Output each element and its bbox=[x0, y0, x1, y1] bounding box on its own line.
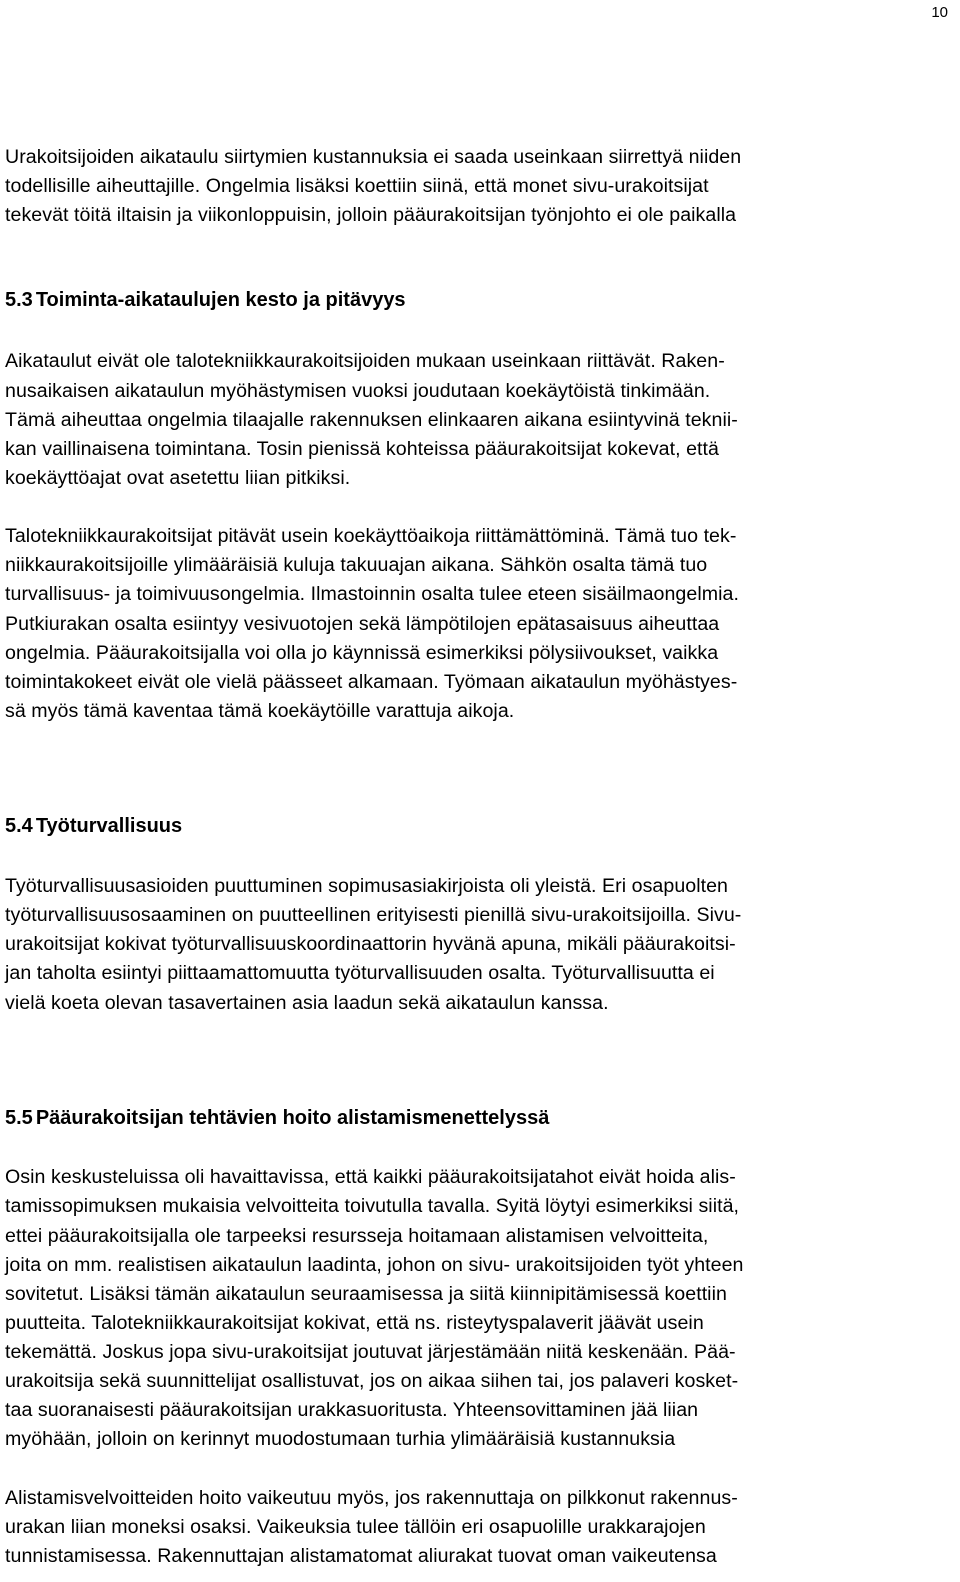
body-text-line: urakoitsija sekä suunnittelijat osallistuvat, jos on aikaa siihen tai, jos palaveri kosket- bbox=[5, 1370, 739, 1392]
body-text-line: sovitetut. Lisäksi tämän aikataulun seuraamisessa ja siitä kiinnipitämisessä koettiin bbox=[5, 1283, 727, 1305]
body-text-line: ongelmia. Pääurakoitsijalla voi olla jo käynnissä esimerkiksi pölysiivoukset, vaikka bbox=[5, 642, 719, 664]
body-text-line: Alistamisvelvoitteiden hoito vaikeutuu myös, jos rakennuttaja on pilkkonut rakennus- bbox=[5, 1487, 738, 1509]
body-text-line: taa suoranaisesti pääurakoitsijan urakkasuoritusta. Yhteensovittaminen jää liian bbox=[5, 1399, 699, 1421]
body-text-line: joita on mm. realistisen aikataulun laadinta, johon on sivu- urakoitsijoiden työt yhteen bbox=[5, 1254, 744, 1276]
body-text-line: urakan liian moneksi osaksi. Vaikeuksia tulee tällöin eri osapuolille urakkarajojen bbox=[5, 1516, 706, 1538]
body-text-line: turvallisuus- ja toimivuusongelmia. Ilmastoinnin osalta tulee eteen sisäilmaongelmia. bbox=[5, 583, 739, 605]
body-text-line: Putkiurakan osalta esiintyy vesivuotojen sekä lämpötilojen epätasaisuus aiheuttaa bbox=[5, 613, 720, 635]
body-text-line: työturvallisuusosaaminen on puutteellinen erityisesti pienillä sivu-urakoitsijoilla. Sivu- bbox=[5, 904, 742, 926]
body-text-line: sä myös tämä kaventaa tämä koekäytöille varattuja aikoja. bbox=[5, 700, 515, 722]
section-title: Pääurakoitsijan tehtävien hoito alistamismenettelyssä bbox=[35, 1107, 550, 1129]
body-text-line: niikkaurakoitsijoille ylimääräisiä kuluja takuuajan aikana. Sähkön osalta tämä tuo bbox=[5, 554, 708, 576]
body-text-line: tekemättä. Joskus jopa sivu-urakoitsijat joutuvat järjestämään niitä keskenään. Pää- bbox=[5, 1341, 736, 1363]
section-number: 5.5 bbox=[5, 1107, 33, 1129]
body-text-line: Urakoitsijoiden aikataulu siirtymien kustannuksia ei saada useinkaan siirrettyä niiden bbox=[5, 146, 742, 168]
section-heading-5-5 bbox=[5, 1107, 549, 1130]
body-text-line: ettei pääurakoitsijalla ole tarpeeksi resursseja hoitamaan alistamisen velvoitteita, bbox=[5, 1225, 709, 1247]
body-text-line: Aikataulut eivät ole talotekniikkaurakoitsijoiden mukaan useinkaan riittävät. Raken- bbox=[5, 350, 725, 372]
body-text-line: Tämä aiheuttaa ongelmia tilaajalle rakennuksen elinkaaren aikana esiintyvinä teknii- bbox=[5, 409, 738, 431]
body-text-line: Talotekniikkaurakoitsijat pitävät usein koekäyttöaikoja riittämättöminä. Tämä tuo tek- bbox=[5, 525, 737, 547]
section-number: 5.3 bbox=[5, 289, 33, 311]
page-number: 10 bbox=[931, 4, 948, 21]
body-text-line: Työturvallisuusasioiden puuttuminen sopimusasiakirjoista oli yleistä. Eri osapuolten bbox=[5, 875, 729, 897]
body-text-line: nusaikaisen aikataulun myöhästymisen vuoksi joudutaan koekäytöistä tinkimään. bbox=[5, 380, 711, 402]
body-text-line: urakoitsijat kokivat työturvallisuuskoordinaattorin hyvänä apuna, mikäli pääurakoitsi- bbox=[5, 933, 736, 955]
body-text-line: tekevät töitä iltaisin ja viikonloppuisin, jolloin pääurakoitsijan työnjohto ei ole paikalla bbox=[5, 204, 737, 226]
section-title: Työturvallisuus bbox=[35, 815, 183, 837]
body-text-line: tunnistamisessa. Rakennuttajan alistamatomat aliurakat tuovat oman vaikeutensa bbox=[5, 1545, 717, 1567]
section-number: 5.4 bbox=[5, 815, 33, 837]
body-text-line: toimintakokeet eivät ole vielä päässeet alkamaan. Työmaan aikataulun myöhästyes- bbox=[5, 671, 738, 693]
body-text-line: tamissopimuksen mukaisia velvoitteita toivutulla tavalla. Syitä löytyi esimerkiksi siitä, bbox=[5, 1195, 740, 1217]
section-title: Toiminta-aikataulujen kesto ja pitävyys bbox=[35, 289, 406, 311]
body-text-line: jan taholta esiintyi piittaamattomuutta työturvallisuuden osalta. Työturvallisuutta ei bbox=[5, 962, 715, 984]
body-text-line: koekäyttöajat ovat asetettu liian pitkiksi. bbox=[5, 467, 351, 489]
body-text-line: puutteita. Talotekniikkaurakoitsijat kokivat, että ns. risteytyspalaverit jäävät usein bbox=[5, 1312, 704, 1334]
section-heading-5-3 bbox=[5, 289, 406, 312]
section-heading-5-4 bbox=[5, 815, 182, 838]
body-text-line: myöhään, jolloin on kerinnyt muodostumaan turhia ylimääräisiä kustannuksia bbox=[5, 1428, 676, 1450]
body-text-line: todellisille aiheuttajille. Ongelmia lisäksi koettiin siinä, että monet sivu-urakoitsijat bbox=[5, 175, 709, 197]
body-text-line: kan vaillinaisena toimintana. Tosin pienissä kohteissa pääurakoitsijat kokevat, että bbox=[5, 438, 719, 460]
body-text-line: vielä koeta olevan tasavertainen asia laadun sekä aikataulun kanssa. bbox=[5, 992, 609, 1014]
body-text-line: Osin keskusteluissa oli havaittavissa, että kaikki pääurakoitsijatahot eivät hoida alis- bbox=[5, 1166, 736, 1188]
